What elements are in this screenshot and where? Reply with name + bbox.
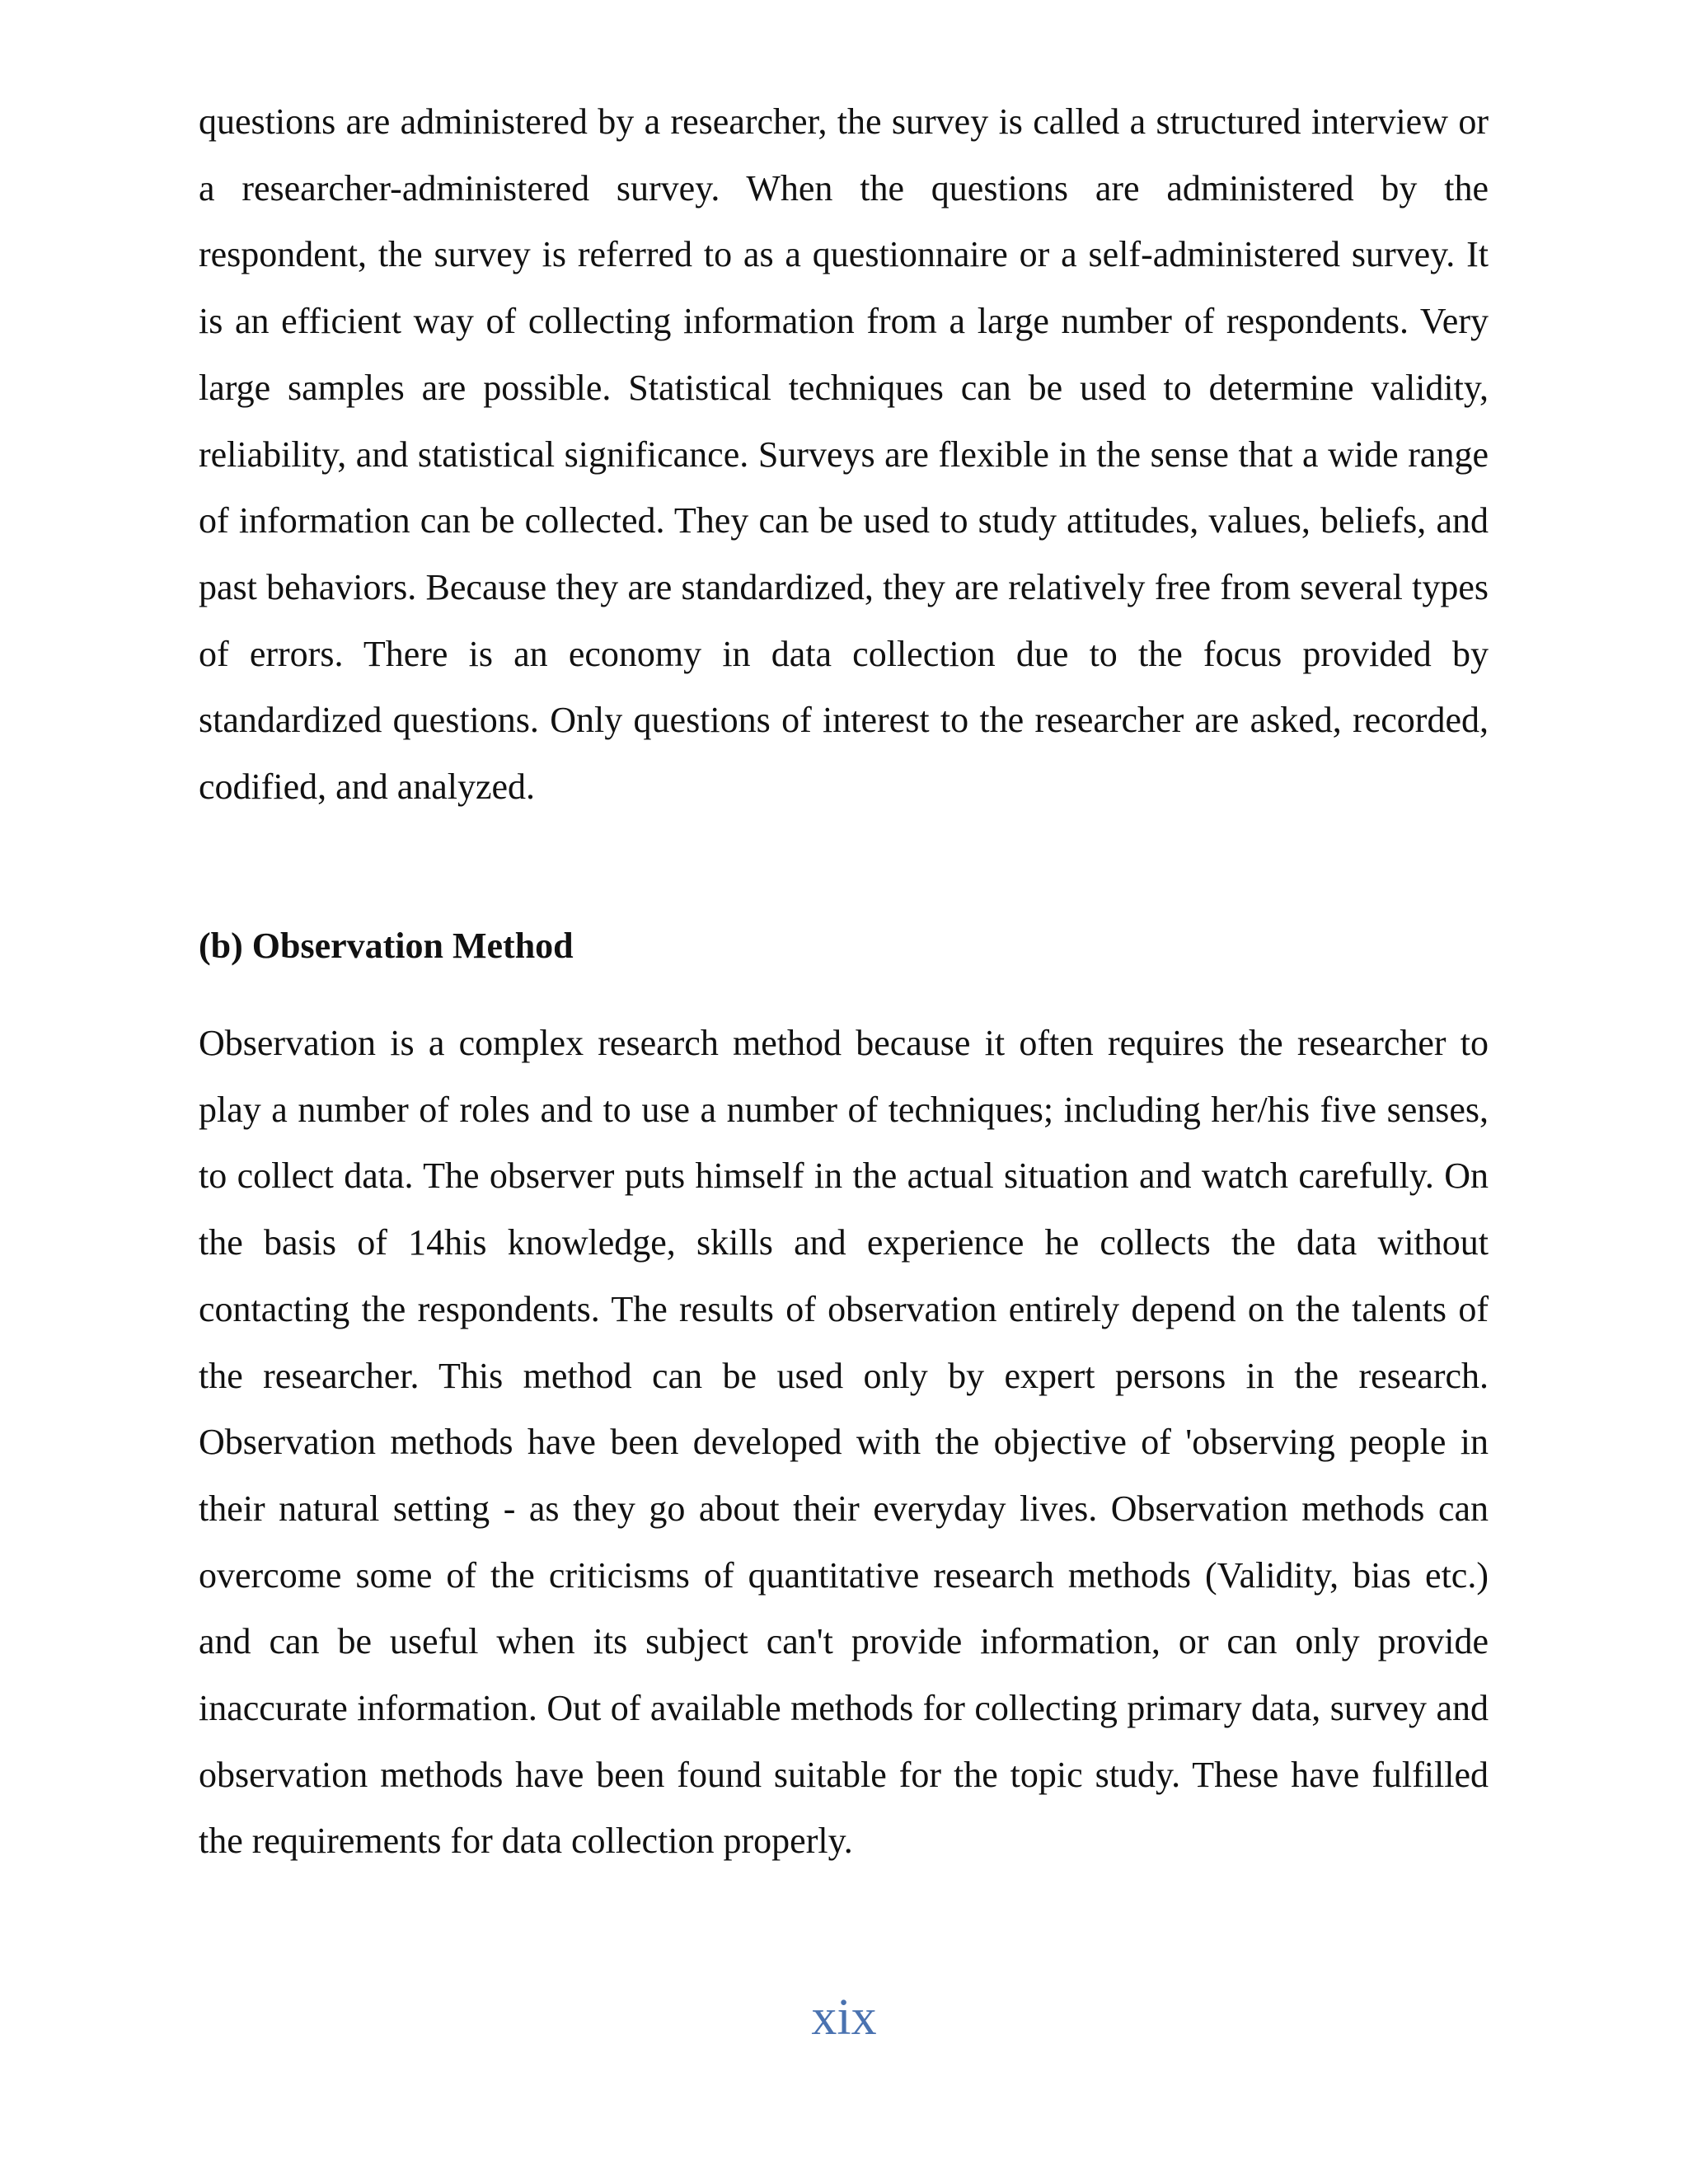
observation-paragraph: Observation is a complex research method because it often requires the researcher to play a number of roles and to use a number of techniques; including her/his five senses, to collect data. The observer puts himself in the actual situation and watch carefully. On the basis of 14his knowledge, skills and experience he collects the data without contacting the respondents. The results of observation entirely depend on the talents of the researcher. This method can be used only by expert persons in the research. Observation methods have been developed with the objective of 'observing people in their natural setting - as they go about their everyday lives. Observation methods can overcome some of the criticisms of quantitative research methods (Validity, bias etc.) and can be useful when its subject can't provide information, or can only provide inaccurate information. Out of available methods for collecting primary data, survey and observation methods have been found suitable for the topic study. These have fulfilled the requirements for data collection properly. (199, 1023, 1489, 1862)
section-heading-observation-method: (b) Observation Method (199, 926, 574, 966)
survey-paragraph: questions are administered by a researcher, the survey is called a structured interview or a researcher-administered survey. When the questions are administered by the respondent, the survey is referred to as a questionnaire or a self-administered survey. It is an efficient way of collecting information from a large number of respondents. Very large samples are possible. Statistical techniques can be used to determine validity, reliability, and statistical significance. Surveys are flexible in the sense that a wide range of information can be collected. They can be used to study attitudes, values, beliefs, and past behaviors. Because they are standardized, they are relatively free from several types of errors. There is an economy in data collection due to the focus provided by standardized questions. Only questions of interest to the researcher are asked, recorded, codified, and analyzed. (199, 101, 1489, 808)
observation-paragraph-container (199, 1010, 1489, 1875)
page-number: xix (811, 1990, 877, 2046)
survey-paragraph-container (199, 89, 1489, 821)
